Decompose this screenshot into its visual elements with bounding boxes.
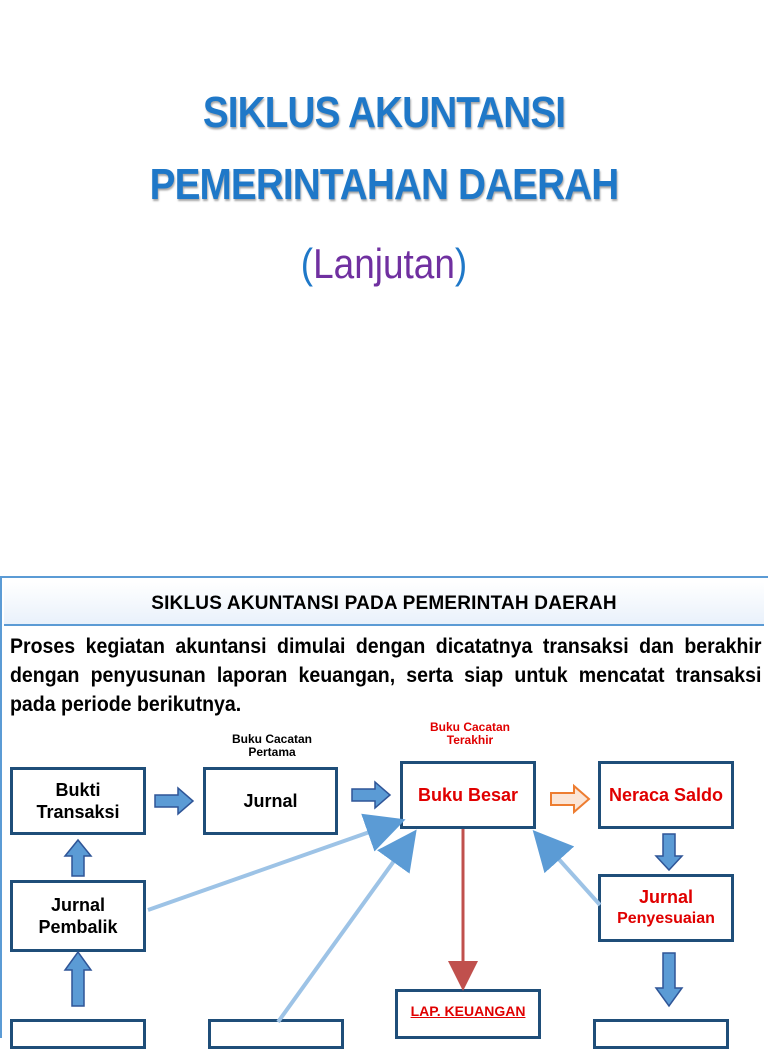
arrow-jurnal-to-buku-besar: [352, 782, 390, 808]
subtitle-open-paren: (: [300, 240, 314, 287]
box-neraca-saldo: Neraca Saldo: [598, 761, 734, 829]
box-bukti-transaksi: Bukti Transaksi: [10, 767, 146, 835]
arrow-neraca-to-penyesuaian: [656, 834, 682, 870]
diagram-paragraph: Proses kegiatan akuntansi dimulai dengan dicatatnya transaksi dan berakhir dengan penyusunan laporan keuangan, serta siap untuk mencatat transaksi pada periode berikutnya.: [10, 635, 762, 716]
box-buku-besar: Buku Besar: [400, 761, 536, 829]
arrow-pembalik-to-bukti: [65, 840, 91, 876]
slide-title-line2: PEMERINTAHAN DAERAH: [149, 160, 619, 209]
slide-title-line1: SIKLUS AKUNTANSI: [202, 88, 566, 137]
arrow-bottom-to-pembalik: [65, 952, 91, 1006]
arrow-bottom-to-buku-besar: [278, 836, 412, 1022]
label-buku-cacatan-terakhir: Buku Cacatan Terakhir: [429, 720, 511, 747]
subtitle-close-paren: ): [454, 240, 468, 287]
jurnal-penyesuaian-line2: Penyesuaian: [617, 910, 715, 927]
jurnal-penyesuaian-line1: Jurnal: [638, 887, 694, 907]
lap-keuangan-label: LAP. KEUANGAN: [410, 1003, 526, 1019]
arrow-penyesuaian-down: [656, 953, 682, 1006]
subtitle-text: Lanjutan: [313, 240, 455, 287]
box-jurnal: Jurnal: [203, 767, 338, 835]
diagram-header: SIKLUS AKUNTANSI PADA PEMERINTAH DAERAH: [4, 582, 764, 626]
label-buku-cacatan-pertama: Buku Cacatan Pertama: [231, 732, 313, 759]
arrow-penyesuaian-to-buku-besar: [538, 836, 600, 905]
arrow-bukti-to-jurnal: [155, 788, 193, 814]
box-jurnal-pembalik: Jurnal Pembalik: [10, 880, 146, 952]
arrow-buku-besar-to-neraca: [551, 786, 589, 812]
arrow-pembalik-to-buku-besar: [148, 822, 398, 910]
